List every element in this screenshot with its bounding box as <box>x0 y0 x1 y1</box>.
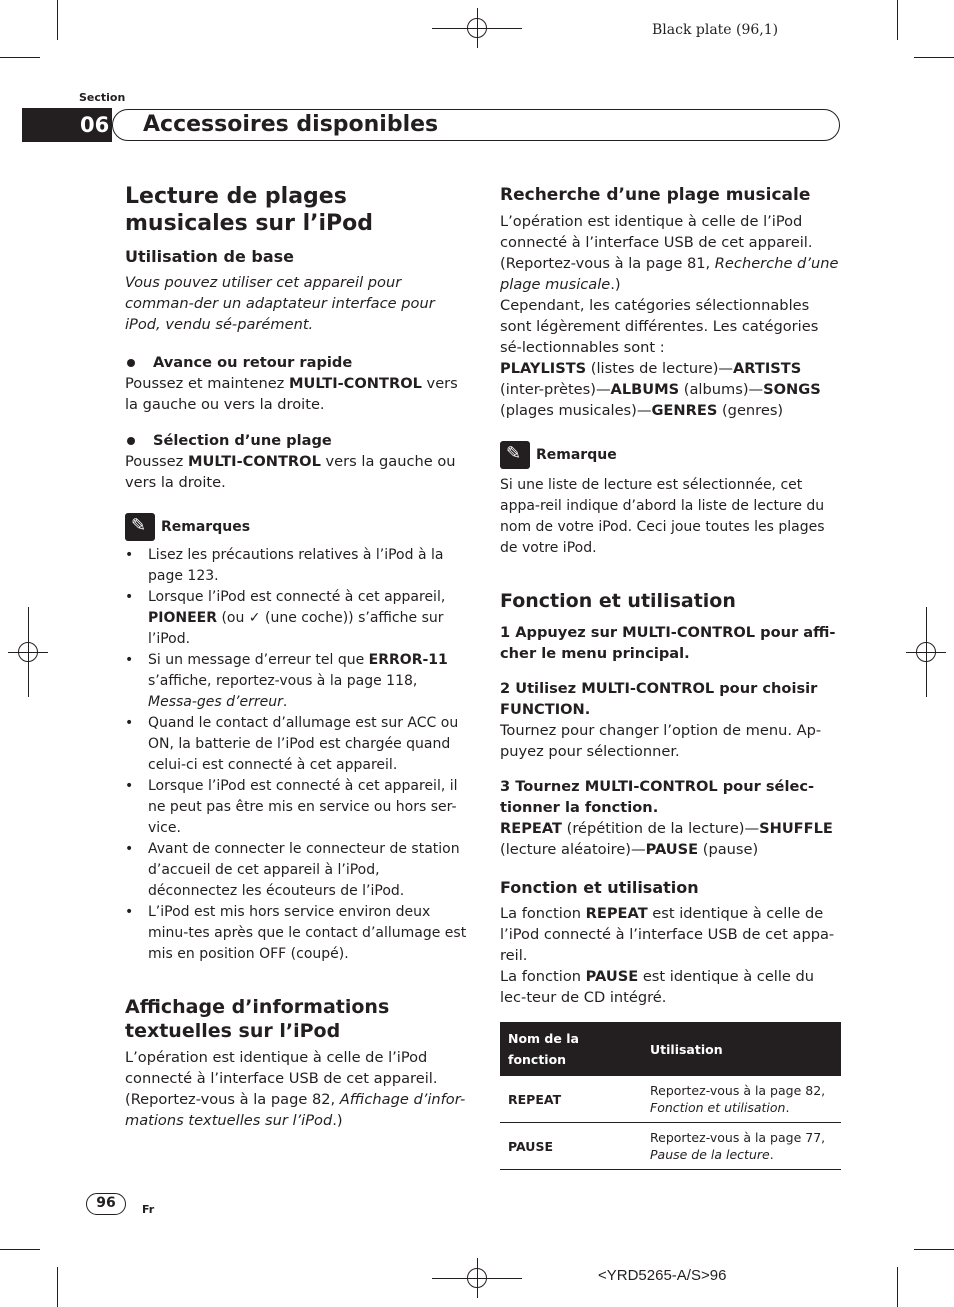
crop-mark <box>0 1249 40 1250</box>
pencil-icon <box>125 513 155 541</box>
notes-header <box>125 513 467 541</box>
info-heading: Affichage d’informations textuelles sur l’iPod <box>125 996 390 1042</box>
basic-intro: Vous pouvez utiliser cet appareil pour comman-der un adaptateur interface pour iPod, vendu sé-parément. <box>125 274 435 333</box>
note-header <box>500 441 842 469</box>
func-heading: Fonction et utilisation <box>500 590 736 612</box>
basic-heading: Utilisation de base <box>125 247 294 266</box>
notes-list <box>125 545 467 965</box>
table-row <box>500 1123 841 1170</box>
list-item: • Lorsque l’iPod est connecté à cet appareil, il ne peut pas être mis en service ou hors ser-vice. <box>125 776 467 839</box>
function-table <box>500 1022 841 1170</box>
search-text-2: Cependant, les catégories sélectionnables sont légèrement différentes. Les catégories sé-lectionnables sont : <box>500 297 819 356</box>
function-list: REPEAT (répétition de la lecture)—SHUFFLE (lecture aléatoire)—PAUSE (pause) <box>500 820 833 858</box>
table-cell: PAUSE <box>500 1123 642 1170</box>
info-text: L’opération est identique à celle de l’iPod connecté à l’interface USB de cet appareil. (Reportez-vous à la page 82, Affichage d’infor-mations textuelles sur l’iPod.) <box>125 1049 466 1129</box>
column-header: Utilisation <box>642 1022 841 1076</box>
step-2: 2 Utilisez MULTI-CONTROL pour choisir FUNCTION. <box>500 680 818 718</box>
registration-circle <box>467 18 487 38</box>
search-heading: Recherche d’une plage musicale <box>500 185 811 205</box>
func-text-2: La fonction PAUSE est identique à celle du lec-teur de CD intégré. <box>500 968 815 1006</box>
right-column <box>500 184 842 1170</box>
document-code: <YRD5265-A/S>96 <box>598 1267 727 1284</box>
category-list: PLAYLISTS (listes de lecture)—ARTISTS (inter-prètes)—ALBUMS (albums)—SONGS (plages musicales)—GENRES (genres) <box>500 360 821 419</box>
left-column <box>125 183 467 1131</box>
list-item: • Avant de connecter le connecteur de station d’accueil de cet appareil à l’iPod, déconnectez les écouteurs de l’iPod. <box>125 839 467 902</box>
crop-mark <box>914 57 954 58</box>
list-item: • Si un message d’erreur tel que ERROR-11 s’affiche, reportez-vous à la page 118, Messa-ges d’erreur. <box>125 650 467 713</box>
language-label: Fr <box>142 1203 155 1216</box>
page-title: Lecture de plages musicales sur l’iPod <box>125 184 374 236</box>
registration-circle <box>18 642 38 662</box>
ff-title: Avance ou retour rapide <box>125 352 467 373</box>
table-header <box>500 1022 841 1076</box>
registration-circle <box>467 1268 487 1288</box>
crop-mark <box>57 1267 58 1307</box>
table-cell: Reportez-vous à la page 82, Fonction et utilisation. <box>642 1076 841 1123</box>
note-text: Si une liste de lecture est sélectionnée, cet appa-reil indique d’abord la liste de lecture du nom de votre iPod. Ceci joue toutes les plages de votre iPod. <box>500 477 825 556</box>
table-row <box>500 1076 841 1123</box>
step-2-text: Tournez pour changer l’option de menu. Ap-puyez pour sélectionner. <box>500 722 822 760</box>
pencil-icon <box>500 441 530 469</box>
step-3: 3 Tournez MULTI-CONTROL pour sélec-tionner la fonction. <box>500 778 815 816</box>
section-title: Accessoires disponibles <box>112 109 840 141</box>
crop-mark <box>57 0 58 40</box>
list-item: • Quand le contact d’allumage est sur ACC ou ON, la batterie de l’iPod est chargée quand celui-ci est connecté à cet appareil. <box>125 713 467 776</box>
step-1: 1 Appuyez sur MULTI-CONTROL pour affi-cher le menu principal. <box>500 624 836 662</box>
search-text: L’opération est identique à celle de l’iPod connecté à l’interface USB de cet appareil. (Reportez-vous à la page 81, Recherche d’une plage musicale.) <box>500 213 839 293</box>
crop-mark <box>897 0 898 40</box>
plate-label: Black plate (96,1) <box>652 22 779 38</box>
select-text: Poussez MULTI-CONTROL vers la gauche ou vers la droite. <box>125 453 456 491</box>
list-item: • Lisez les précautions relatives à l’iPod à la page 123. <box>125 545 467 587</box>
crop-mark <box>914 1249 954 1250</box>
page-number: 96 <box>86 1193 126 1215</box>
select-title: Sélection d’une plage <box>125 430 467 451</box>
section-label: Section <box>79 91 126 104</box>
column-header: Nom de la fonction <box>500 1022 642 1076</box>
func-sub-heading: Fonction et utilisation <box>500 878 699 897</box>
list-item: • L’iPod est mis hors service environ deux minu-tes après que le contact d’allumage est mis en position OFF (coupé). <box>125 902 467 965</box>
note-label: Remarque <box>536 446 617 463</box>
table-cell: REPEAT <box>500 1076 642 1123</box>
section-number: 06 <box>22 108 112 142</box>
ff-text: Poussez et maintenez MULTI-CONTROL vers la gauche ou vers la droite. <box>125 375 458 413</box>
func-text-1: La fonction REPEAT est identique à celle de l’iPod connecté à l’interface USB de cet appa-reil. <box>500 905 835 964</box>
list-item: • Lorsque l’iPod est connecté à cet appareil, PIONEER (ou ✓ (une coche)) s’affiche sur l’iPod. <box>125 587 467 650</box>
crop-mark <box>897 1267 898 1307</box>
notes-label: Remarques <box>161 518 251 535</box>
registration-circle <box>916 642 936 662</box>
crop-mark <box>0 57 40 58</box>
table-cell: Reportez-vous à la page 77, Pause de la lecture. <box>642 1123 841 1170</box>
